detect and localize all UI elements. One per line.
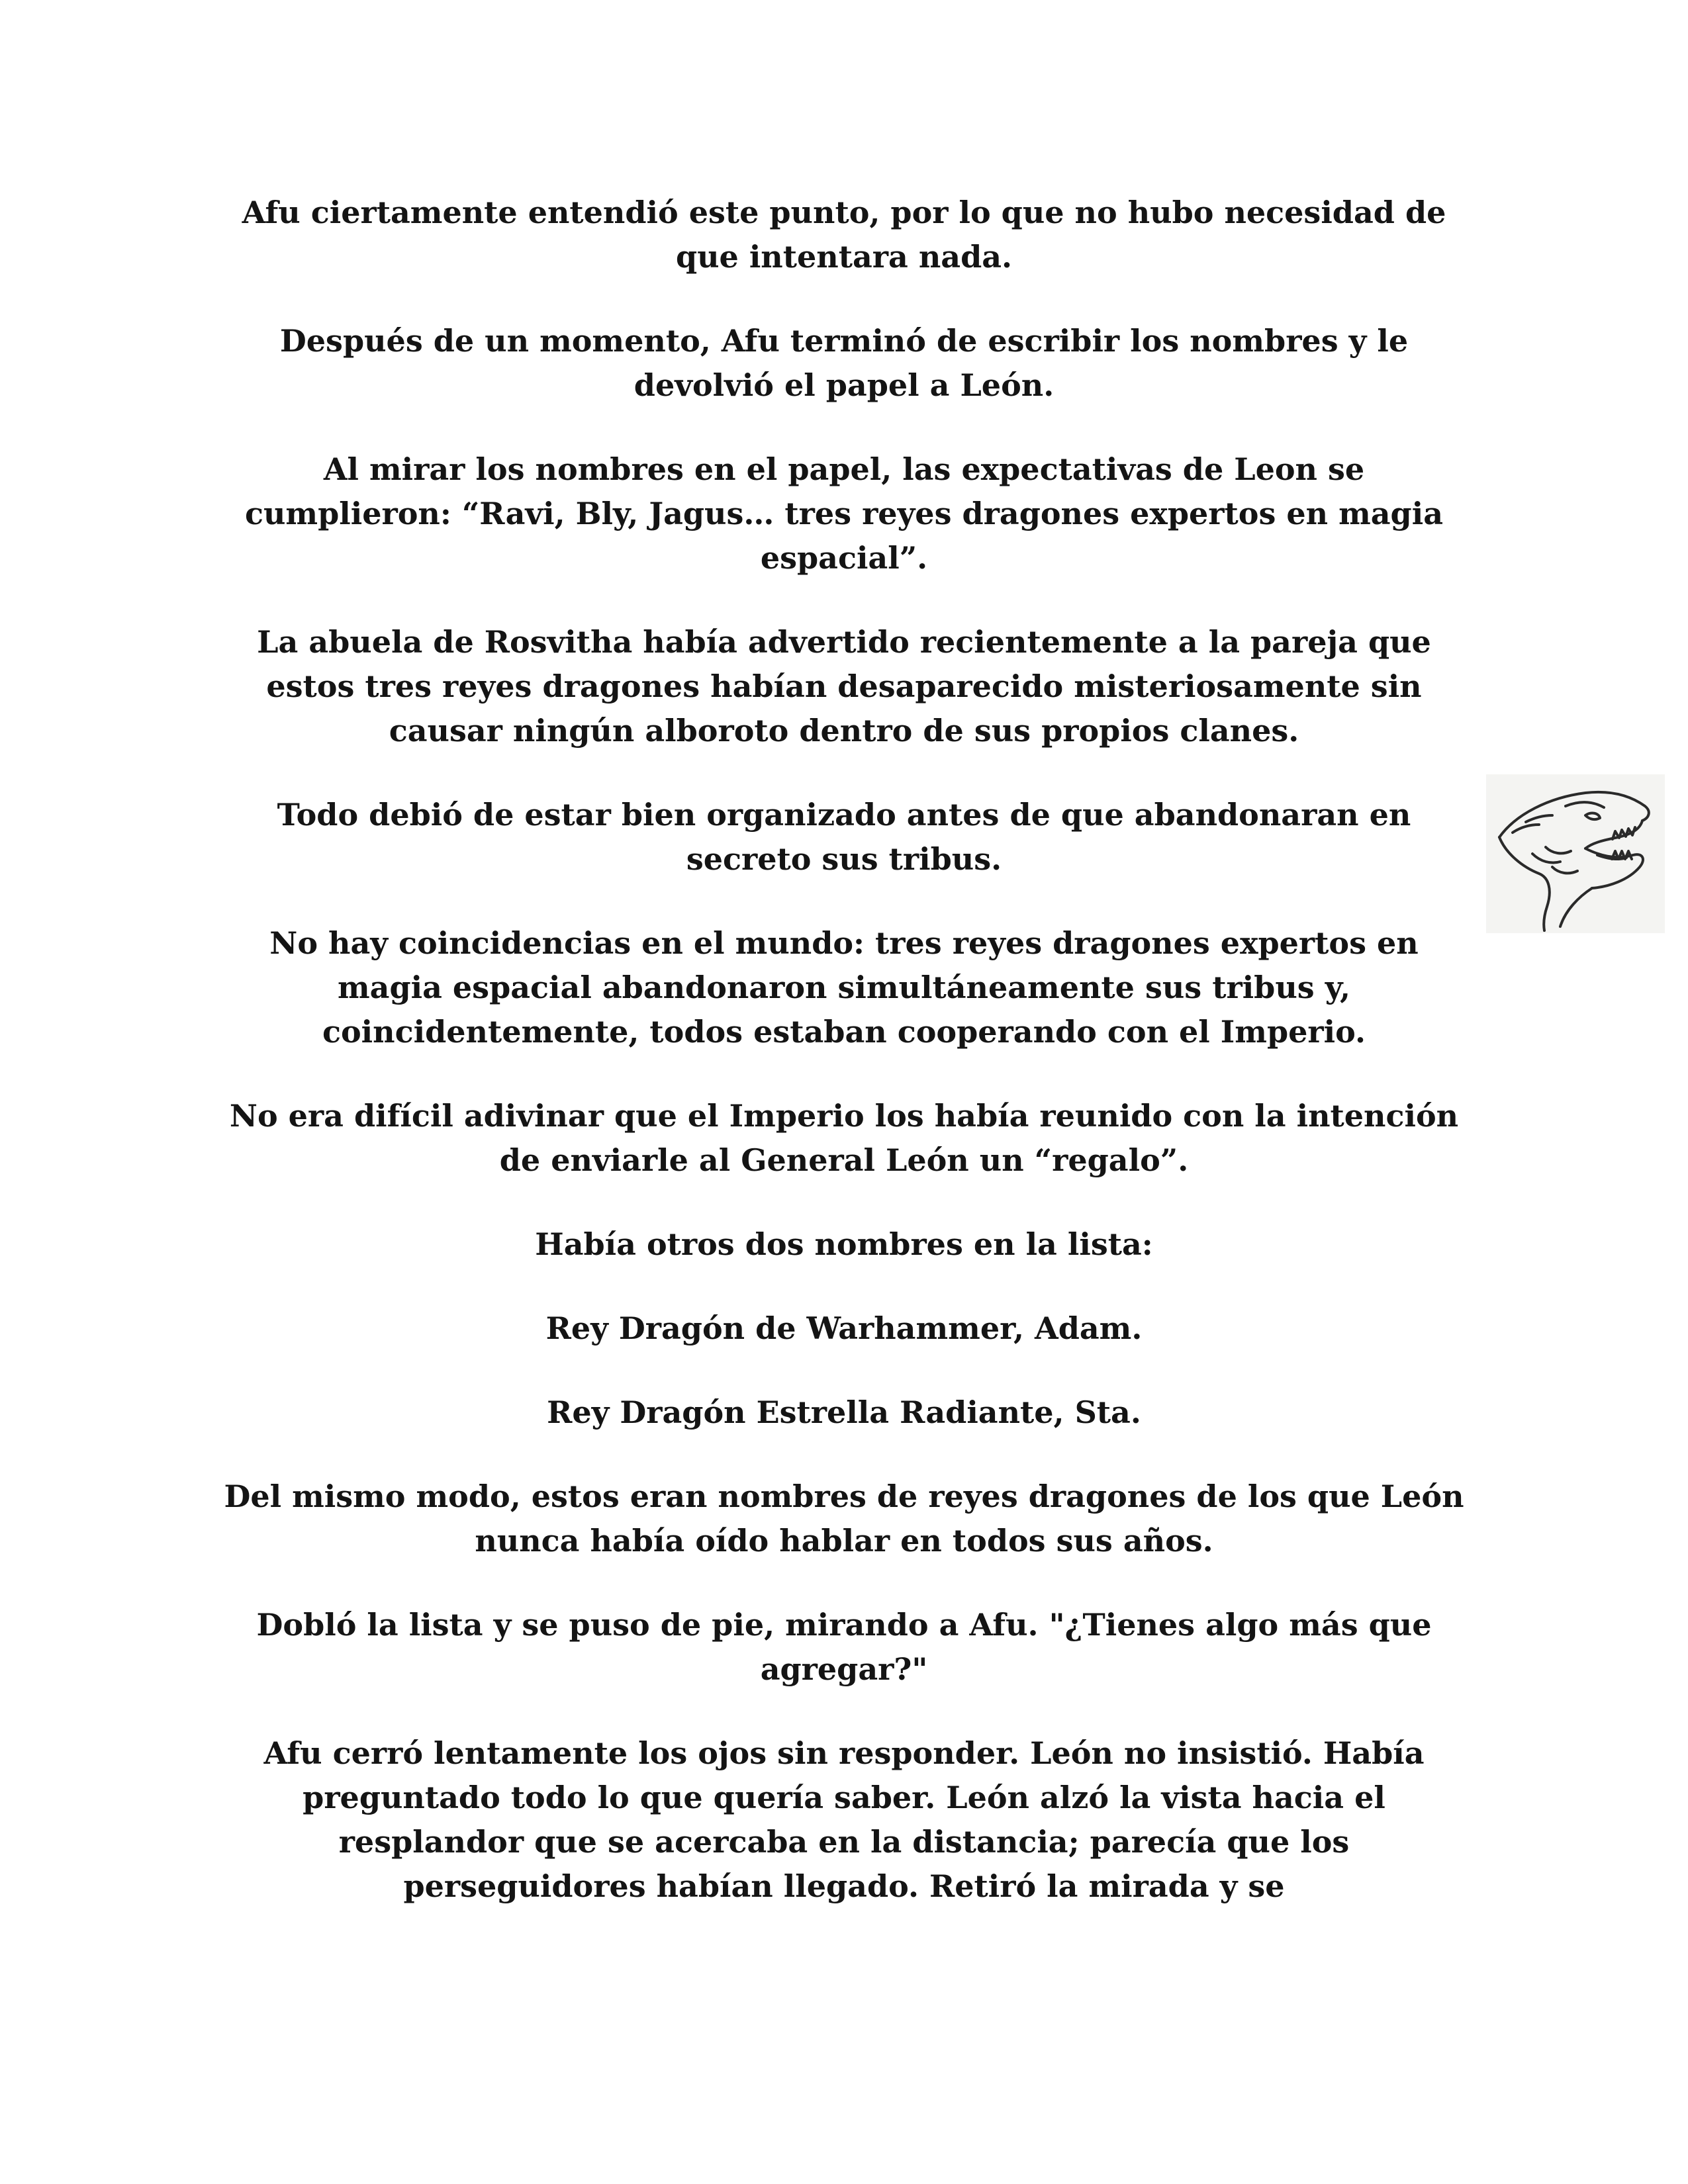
paragraph-8: Había otros dos nombres en la lista: — [535, 1226, 1153, 1262]
paragraph-1: Afu ciertamente entendió este punto, por lo que no hubo necesidad de que intentara nada. — [242, 195, 1446, 275]
paragraph-12: Dobló la lista y se puso de pie, mirando a Afu. "¿Tienes algo más que agregar?" — [256, 1607, 1432, 1687]
story-text — [218, 191, 1470, 1948]
paragraph-11: Del mismo modo, estos eran nombres de reyes dragones de los que León nunca había oído hablar en todos sus años. — [224, 1479, 1464, 1559]
paragraph-7: No era difícil adivinar que el Imperio los había reunido con la intención de enviarle al General León un “regalo”. — [229, 1098, 1459, 1178]
paragraph-4: La abuela de Rosvitha había advertido recientemente a la pareja que estos tres reyes dragones habían desaparecido misteriosamente sin causar ningún alboroto dentro de sus propios clanes. — [257, 624, 1431, 749]
paragraph-6: No hay coincidencias en el mundo: tres reyes dragones expertos en magia espacial abandonaron simultáneamente sus tribus y, coincidentemente, todos estaban cooperando con el Imperio. — [269, 925, 1419, 1050]
paragraph-10: Rey Dragón Estrella Radiante, Sta. — [547, 1394, 1141, 1430]
dragon-head-sketch-icon — [1486, 774, 1665, 933]
paragraph-9: Rey Dragón de Warhammer, Adam. — [545, 1310, 1143, 1346]
paragraph-5: Todo debió de estar bien organizado antes de que abandonaran en secreto sus tribus. — [277, 797, 1411, 877]
paragraph-2: Después de un momento, Afu terminó de escribir los nombres y le devolvió el papel a León. — [279, 323, 1409, 403]
paragraph-3: Al mirar los nombres en el papel, las expectativas de Leon se cumplieron: “Ravi, Bly, Jagus… tres reyes dragones expertos en magia espacial”. — [244, 451, 1444, 576]
paragraph-13: Afu cerró lentamente los ojos sin responder. León no insistió. Había preguntado todo lo que quería saber. León alzó la vista hacia el resplandor que se acercaba en la distancia; parecía que los perseguidores habían llegado. Retiró la mirada y se — [263, 1735, 1425, 1904]
